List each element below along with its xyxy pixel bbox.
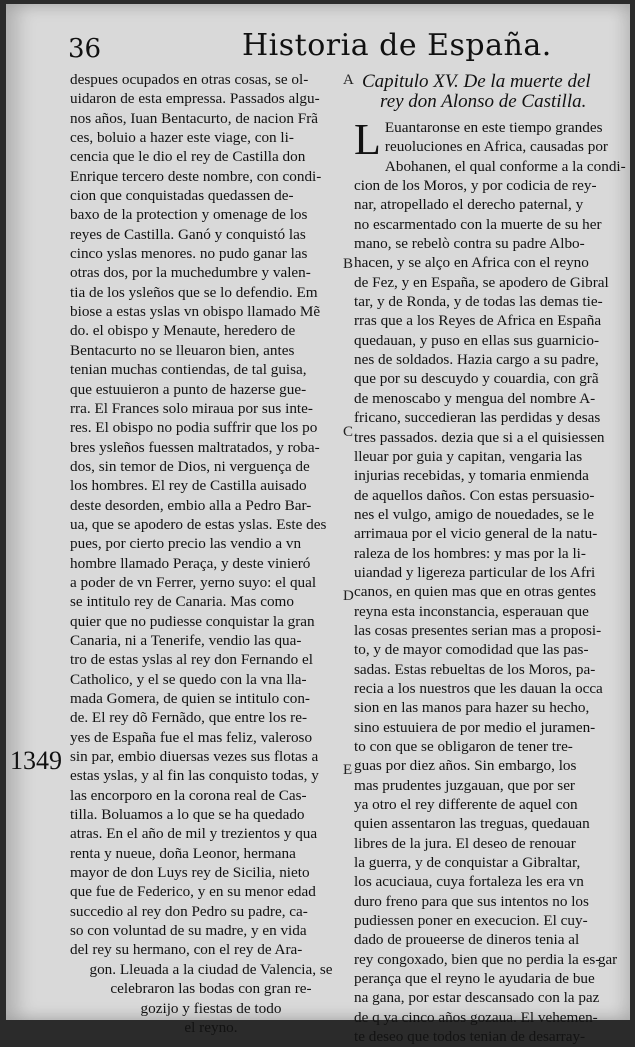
text-line: yes de España fue el mas feliz, valeroso bbox=[70, 728, 313, 746]
margin-letter-d: D bbox=[343, 588, 354, 604]
text-line: dado de proueerse de dineros tenia al bbox=[354, 931, 580, 949]
chapter-title-line-2: rey don Alonso de Castilla. bbox=[380, 91, 587, 112]
text-line: reyna esta inconstancia, esperauan que bbox=[354, 602, 589, 620]
running-head: Historia de España. bbox=[242, 28, 552, 63]
text-line: de aquellos daños. Con estas persuasio- bbox=[354, 486, 595, 504]
text-line: biose a estas yslas vn obispo llamado Mẽ bbox=[70, 303, 321, 321]
text-line: arrimaua por el vicio general de la natu- bbox=[354, 525, 598, 543]
text-line: tar, y de Ronda, y de todas las demas tie- bbox=[354, 293, 603, 311]
text-line: gozijo y fiestas de todo bbox=[140, 999, 282, 1017]
text-line: hacen, y se alço en Africa con el reyno bbox=[354, 254, 589, 272]
text-line: deste desorden, embio alla a Pedro Bar- bbox=[70, 496, 312, 514]
text-line: to con que se obligaron de tener tre- bbox=[354, 738, 573, 755]
text-line: se intitulo rey de Canaria. Mas como bbox=[70, 593, 294, 611]
text-line: sadas. Estas rebueltas de los Moros, pa- bbox=[354, 660, 596, 678]
chapter-body bbox=[354, 115, 626, 1047]
text-line: de Fez, y en España, se apodero de Gibral bbox=[354, 273, 609, 291]
text-line: ces, boluio a hazer este viage, con li- bbox=[70, 129, 294, 147]
text-line: na gana, por estar descansado con la paz bbox=[354, 989, 600, 1007]
text-line: de menoscabo y mengua del nombre A- bbox=[354, 389, 596, 407]
text-line: injurias recebidas, y tomaria enmienda bbox=[354, 467, 589, 485]
text-line: quien assentaron las treguas, quedauan bbox=[354, 815, 590, 833]
text-line: estas yslas, y al fin las conquisto todas, y bbox=[70, 767, 319, 785]
text-line: sino estuuiera de por medio el juramen- bbox=[354, 718, 596, 736]
text-line: mayor de don Luys rey de Sicilia, nieto bbox=[70, 864, 310, 882]
text-line: cencia que le dio el rey de Castilla don bbox=[70, 148, 306, 166]
text-line: quedauan, y puso en ellas sus guarnicio- bbox=[354, 331, 600, 349]
text-line: nar, atropellado el derecho paternal, y bbox=[354, 196, 584, 214]
text-line: Bentacurto no se lleuaron bien, antes bbox=[70, 341, 295, 359]
text-line: renta y nueue, doña Leonor, hermana bbox=[70, 844, 296, 862]
text-line: los hombres. El rey de Castilla auisado bbox=[70, 477, 307, 495]
text-line: mas prudentes juzgauan, que por ser bbox=[354, 776, 575, 794]
margin-letter-b: B bbox=[343, 256, 354, 272]
text-line: nes de soldados. Hazia cargo a su padre, bbox=[354, 351, 599, 369]
text-line: do. el obispo y Menaute, heredero de bbox=[70, 322, 296, 340]
text-line: rras que a los Reyes de Africa en España bbox=[354, 312, 602, 330]
text-line: los acuciaua, cuya fortaleza les era vn bbox=[354, 873, 584, 891]
left-text-column bbox=[70, 70, 352, 1037]
text-line: el reyno. bbox=[184, 1018, 238, 1036]
text-line: ua, que se apodero de estas yslas. Este des bbox=[70, 515, 327, 533]
text-line: las encorporo en la corona real de Cas- bbox=[70, 786, 307, 804]
text-line: guas por diez años. Sin embargo, los bbox=[354, 757, 577, 775]
margin-year: 1349 bbox=[10, 746, 62, 775]
text-line: bres ysleños fuessen maltratados, y roba- bbox=[70, 438, 320, 456]
text-line: ya otro el rey differente de aquel con bbox=[354, 796, 578, 814]
text-line: nes el vulgo, amigo de nouedades, se le bbox=[354, 505, 594, 523]
text-line: uidaron de esta empressa. Passados algu- bbox=[70, 90, 320, 108]
page-number: 36 bbox=[68, 34, 102, 64]
text-line: Canaria, ni a Tenerife, vendio las qua- bbox=[70, 631, 302, 649]
text-line: la guerra, y de conquistar a Gibraltar, bbox=[354, 854, 581, 872]
text-line: te deseo que todos tenian de desarray- bbox=[354, 1028, 586, 1046]
right-text-column bbox=[354, 71, 626, 1047]
text-line: succedio al rey don Pedro su padre, ca- bbox=[70, 902, 308, 920]
text-line: perança que el reyno le ayudaria de bue bbox=[354, 970, 595, 988]
text-line: duro freno para que sus intentos no los bbox=[354, 892, 589, 910]
text-line: pues, por cierto precio las vendio a vn bbox=[70, 535, 302, 553]
text-line: reyes de Castilla. Ganó y conquistó las bbox=[70, 225, 306, 243]
text-line: recia a los nuestros que les dauan la occa bbox=[354, 679, 603, 697]
text-line: canos, en quien mas que en otras gentes bbox=[354, 583, 597, 601]
text-line: lleuar por guia y capitan, vengaria las bbox=[354, 447, 583, 465]
text-line: sin par, embio diuersas vezes sus flotas a bbox=[70, 748, 319, 766]
drop-cap: L bbox=[354, 115, 381, 164]
text-line: Enrique tercero deste nombre, con condi- bbox=[70, 167, 322, 185]
catchword: gar bbox=[598, 952, 618, 968]
text-line: que fue de Federico, y en su menor edad bbox=[70, 883, 316, 901]
text-line: so con voluntad de su madre, y en vida bbox=[70, 922, 307, 940]
text-line: Abohanen, el qual conforme a la condi- bbox=[384, 157, 626, 175]
text-line: mada Gomera, de quien se intitulo con- bbox=[70, 690, 310, 707]
text-line: rra. El Frances solo miraua por sus inte- bbox=[70, 399, 313, 417]
text-line: to, y de mayor comodidad que las pas- bbox=[354, 641, 589, 659]
text-line: tenian muchas contiendas, de tal guisa, bbox=[70, 361, 307, 379]
margin-letter-e: E bbox=[343, 762, 353, 778]
chapter-title-line-1: Capitulo XV. De la muerte del bbox=[362, 71, 591, 92]
text-line: raleza de los hombres: y mas por la li- bbox=[354, 544, 586, 562]
book-page bbox=[6, 4, 630, 1046]
text-line: baxo de la protection y omenage de los bbox=[70, 206, 308, 224]
text-line: hombre llamado Peraça, y deste vinieró bbox=[70, 554, 311, 572]
text-line: no escarmentado con la muerte de su her bbox=[354, 215, 602, 233]
text-line: otras dos, por la muchedumbre y valen- bbox=[70, 264, 311, 282]
text-line: mano, se rebelò contra su padre Albo- bbox=[354, 235, 585, 253]
text-line: las cosas presentes serian mas a proposi- bbox=[354, 621, 602, 639]
text-line: del rey su hermano, con el rey de Ara- bbox=[70, 941, 303, 959]
text-line: pudiessen poner en execucion. El cuy- bbox=[354, 912, 588, 930]
text-line: tilla. Boluamos a lo que se ha quedado bbox=[70, 806, 305, 824]
text-line: cinco yslas menores. no pudo ganar las bbox=[70, 245, 308, 263]
text-line: libres de la jura. El deseo de renouar bbox=[354, 834, 576, 852]
margin-letter-c: C bbox=[343, 424, 354, 440]
text-line: celebraron las bodas con gran re- bbox=[110, 980, 312, 998]
text-line: cion que conquistadas quedassen de- bbox=[70, 187, 294, 205]
text-line: fricano, succedieran las perdidas y desas bbox=[354, 409, 601, 427]
text-line: reuoluciones en Africa, causadas por bbox=[384, 138, 608, 156]
text-line: de q ya cinco años gozaua. El vehemen- bbox=[354, 1008, 598, 1026]
text-line: res. El obispo no podia suffrir que los po bbox=[70, 419, 318, 437]
text-line: tro de estas yslas al rey don Fernando el bbox=[70, 651, 313, 669]
text-line: quier que no pudiesse conquistar la gran bbox=[70, 612, 315, 630]
text-line: Catholico, y el se quedo con la vna lla- bbox=[70, 670, 307, 688]
margin-letter-a: A bbox=[343, 72, 354, 88]
text-line: que por su descuydo y couardia, con grã bbox=[354, 370, 599, 388]
text-line: a poder de vn Ferrer, yerno suyo: el qual bbox=[70, 573, 317, 591]
text-line: de. El rey dõ Fernãdo, que entre los re- bbox=[70, 709, 308, 727]
text-line: nos años, Iuan Bentacurto, de nacion Frã bbox=[70, 109, 318, 127]
text-line: rey congoxado, bien que no perdia la es- bbox=[354, 950, 601, 968]
text-line: gon. Lleuada a la ciudad de Valencia, se bbox=[89, 960, 333, 978]
text-line: tres passados. dezia que si a el quisiessen bbox=[354, 428, 605, 446]
text-line: sion en las manos para hazer su hecho, bbox=[354, 699, 590, 717]
text-line: uiandad y ligereza particular de los Afri bbox=[354, 563, 596, 581]
text-line: cion de los Moros, y por codicia de rey- bbox=[354, 177, 597, 195]
text-line: despues ocupados en otras cosas, se ol- bbox=[70, 71, 309, 88]
text-line: que estuuieron a punto de hazerse gue- bbox=[70, 380, 307, 398]
text-line: Euantaronse en este tiempo grandes bbox=[384, 119, 603, 136]
text-line: atras. En el año de mil y trezientos y qua bbox=[70, 825, 318, 843]
text-line: dos, sin temor de Dios, ni verguença de bbox=[70, 457, 310, 475]
text-line: tia de los ysleños que se lo defendio. Em bbox=[70, 283, 318, 301]
